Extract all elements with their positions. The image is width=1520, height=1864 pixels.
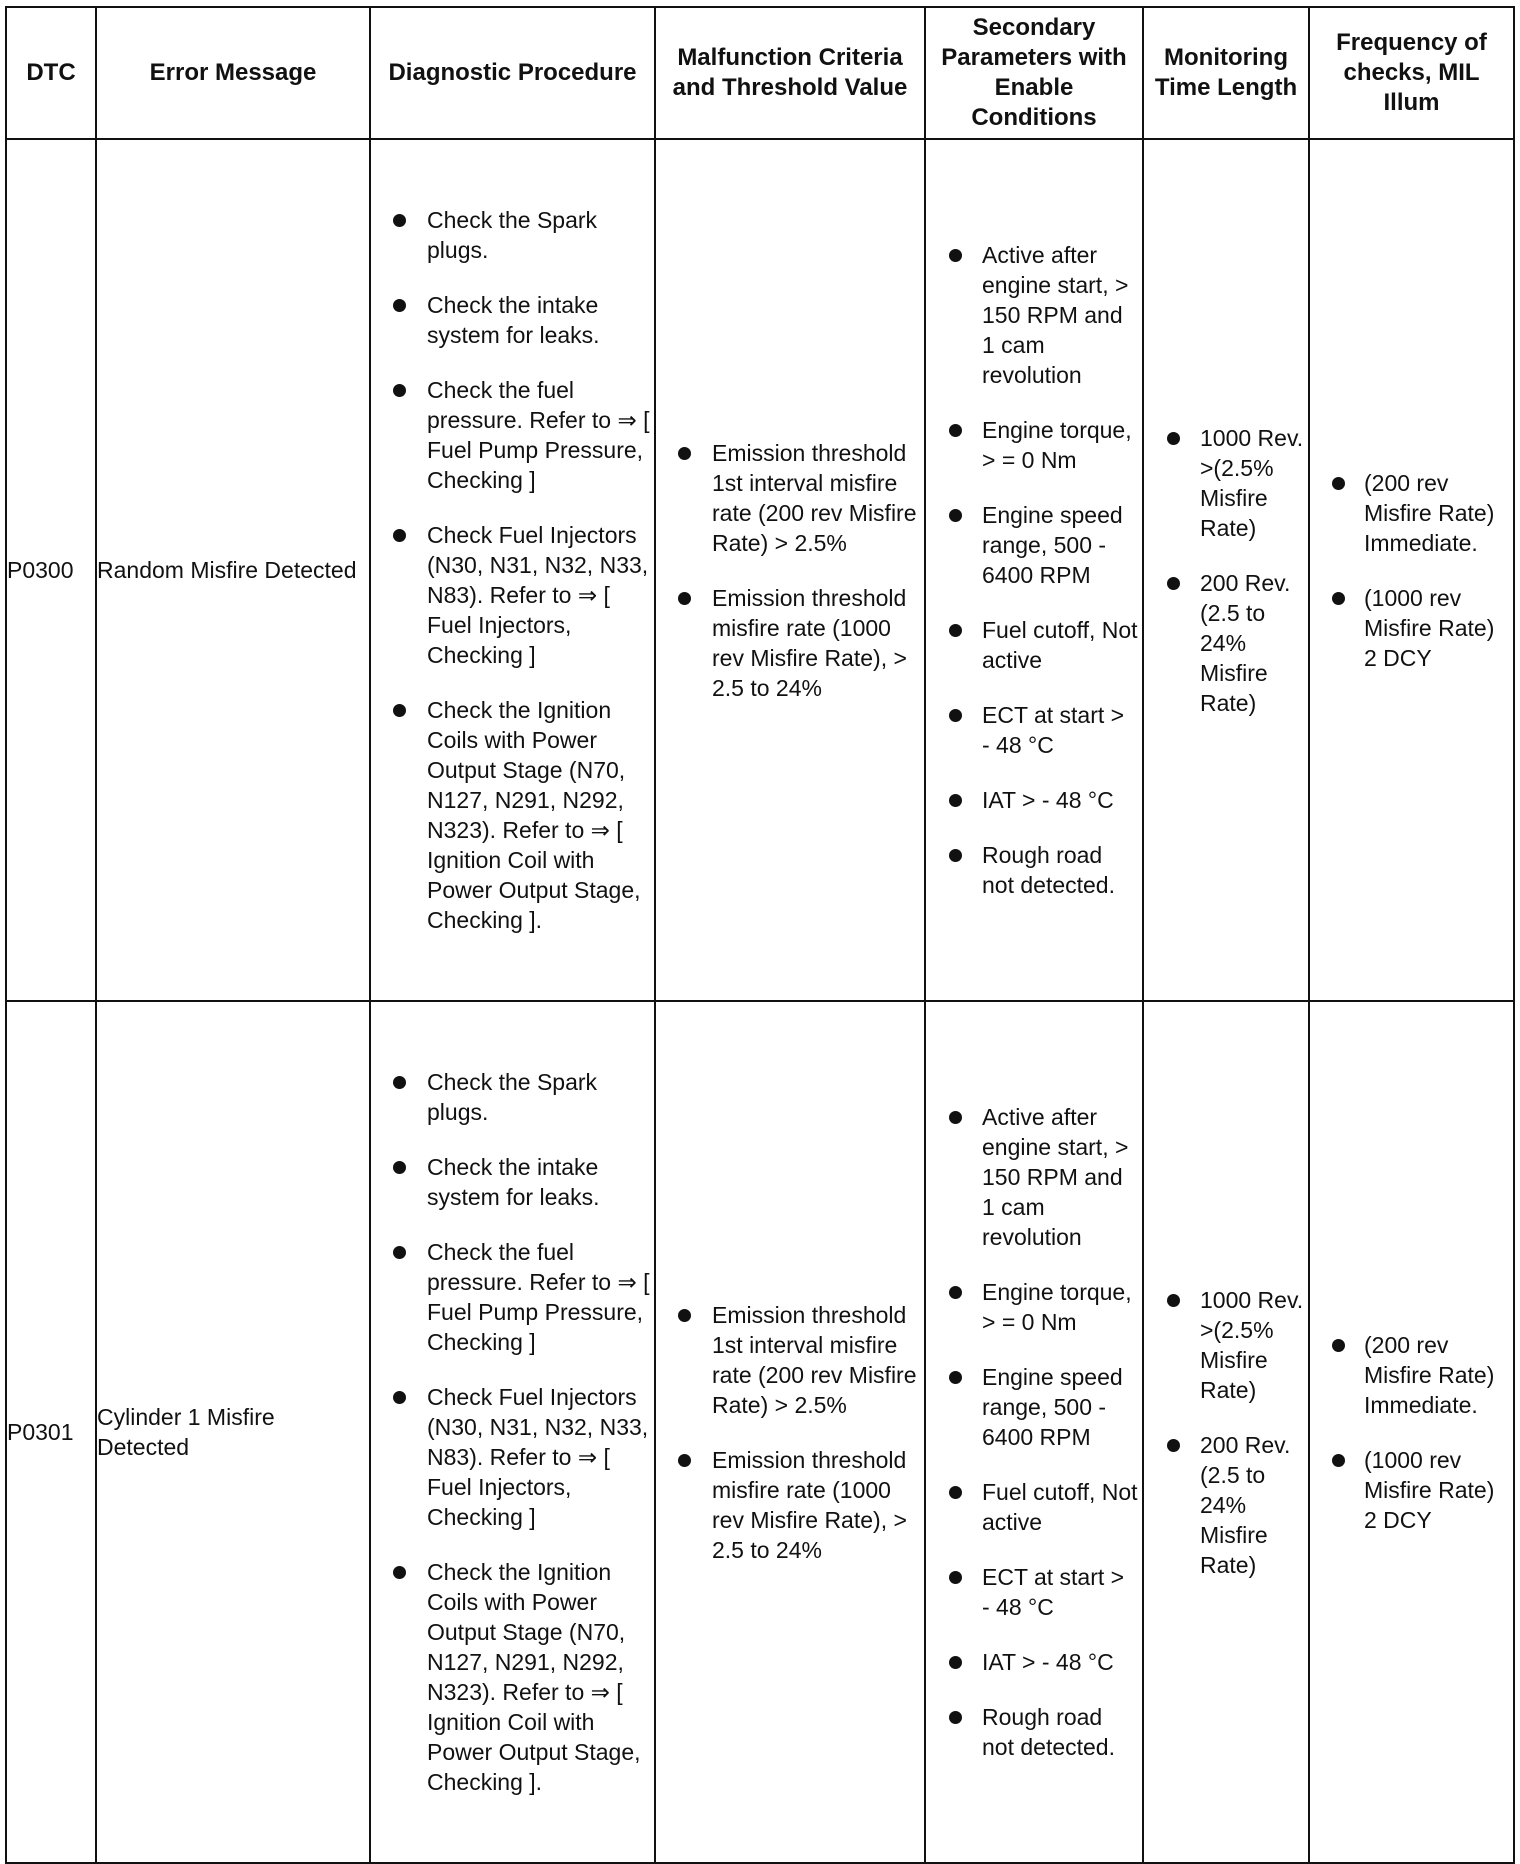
secondary-parameters-cell bbox=[925, 139, 1143, 1001]
malfunction-criteria-cell bbox=[655, 1001, 925, 1863]
procedure-item: Check the Ignition Coils with Power Output Stage (N70, N127, N291, N292, N323). Refer to ⇒ [ Ignition Coil with Power Output Stage, Checking ]. bbox=[427, 695, 650, 935]
procedure-list bbox=[371, 1067, 654, 1797]
header-malfunction-criteria: Malfunction Criteria and Threshold Value bbox=[655, 7, 925, 139]
monitoring-time-cell bbox=[1143, 139, 1309, 1001]
monitoring-item: 1000 Rev. >(2.5% Misfire Rate) bbox=[1200, 424, 1304, 541]
header-dtc: DTC bbox=[6, 7, 96, 139]
dtc-code: P0300 bbox=[6, 139, 96, 1001]
frequency-item: (1000 rev Misfire Rate) 2 DCY bbox=[1364, 1445, 1511, 1535]
monitoring-item: 200 Rev. (2.5 to 24% Misfire Rate) bbox=[1200, 568, 1304, 718]
procedure-item: Check the fuel pressure. Refer to ⇒ [ Fuel Pump Pressure, Checking ] bbox=[427, 377, 650, 493]
secondary-item: Rough road not detected. bbox=[982, 840, 1138, 900]
secondary-item: Fuel cutoff, Not active bbox=[982, 1479, 1138, 1535]
secondary-item: IAT > - 48 °C bbox=[982, 785, 1138, 815]
frequency-list bbox=[1310, 468, 1513, 673]
secondary-item: Rough road not detected. bbox=[982, 1702, 1138, 1762]
header-diagnostic-procedure: Diagnostic Procedure bbox=[370, 7, 655, 139]
table-header-row bbox=[6, 7, 1514, 139]
secondary-item: Engine torque, > = 0 Nm bbox=[982, 415, 1138, 475]
frequency-cell bbox=[1309, 139, 1514, 1001]
monitoring-item: 200 Rev. (2.5 to 24% Misfire Rate) bbox=[1200, 1430, 1304, 1580]
procedure-item: Check the intake system for leaks. bbox=[427, 1152, 650, 1212]
dtc-table bbox=[5, 6, 1515, 1864]
monitoring-item: 1000 Rev. >(2.5% Misfire Rate) bbox=[1200, 1286, 1304, 1403]
criteria-item: Emission threshold 1st interval misfire rate (200 rev Misfire Rate) > 2.5% bbox=[712, 1300, 920, 1420]
secondary-parameters-cell bbox=[925, 1001, 1143, 1863]
monitoring-list bbox=[1144, 1285, 1308, 1580]
procedure-item: Check Fuel Injectors (N30, N31, N32, N33, N83). Refer to ⇒ [ Fuel Injectors, Checking ] bbox=[427, 1384, 649, 1530]
secondary-list bbox=[926, 1102, 1142, 1762]
criteria-list bbox=[656, 1300, 924, 1565]
procedure-item: Check the Spark plugs. bbox=[427, 205, 650, 265]
secondary-item: IAT > - 48 °C bbox=[982, 1647, 1138, 1677]
error-message: Random Misfire Detected bbox=[96, 139, 370, 1001]
secondary-item: Active after engine start, > 150 RPM and 1 cam revolution bbox=[982, 1102, 1138, 1252]
secondary-item: ECT at start > - 48 °C bbox=[982, 700, 1138, 760]
criteria-item: Emission threshold misfire rate (1000 rev Misfire Rate), > 2.5 to 24% bbox=[712, 1445, 920, 1565]
procedure-list bbox=[371, 205, 654, 935]
criteria-item: Emission threshold 1st interval misfire rate (200 rev Misfire Rate) > 2.5% bbox=[712, 438, 920, 558]
secondary-item: ECT at start > - 48 °C bbox=[982, 1562, 1138, 1622]
procedure-item: Check Fuel Injectors (N30, N31, N32, N33, N83). Refer to ⇒ [ Fuel Injectors, Checking ] bbox=[427, 522, 649, 668]
malfunction-criteria-cell bbox=[655, 139, 925, 1001]
secondary-item: Engine torque, > = 0 Nm bbox=[982, 1277, 1138, 1337]
procedure-item: Check the intake system for leaks. bbox=[427, 290, 650, 350]
frequency-item: (1000 rev Misfire Rate) 2 DCY bbox=[1364, 583, 1511, 673]
criteria-list bbox=[656, 438, 924, 703]
secondary-item: Engine speed range, 500 - 6400 RPM bbox=[982, 1362, 1138, 1452]
diagnostic-procedure-cell bbox=[370, 139, 655, 1001]
header-error-message: Error Message bbox=[96, 7, 370, 139]
diagnostic-procedure-cell bbox=[370, 1001, 655, 1863]
secondary-list bbox=[926, 240, 1142, 900]
table-row bbox=[6, 139, 1514, 1001]
frequency-item: (200 rev Misfire Rate) Immediate. bbox=[1364, 468, 1511, 558]
secondary-item: Fuel cutoff, Not active bbox=[982, 617, 1138, 673]
monitoring-time-cell bbox=[1143, 1001, 1309, 1863]
frequency-cell bbox=[1309, 1001, 1514, 1863]
table-row bbox=[6, 1001, 1514, 1863]
procedure-item: Check the Ignition Coils with Power Output Stage (N70, N127, N291, N292, N323). Refer to ⇒ [ Ignition Coil with Power Output Stage, Checking ]. bbox=[427, 1557, 650, 1797]
secondary-item: Engine speed range, 500 - 6400 RPM bbox=[982, 500, 1138, 590]
header-frequency: Frequency of checks, MIL Illum bbox=[1309, 7, 1514, 139]
criteria-item: Emission threshold misfire rate (1000 rev Misfire Rate), > 2.5 to 24% bbox=[712, 583, 920, 703]
dtc-code: P0301 bbox=[6, 1001, 96, 1863]
error-message: Cylinder 1 Misfire Detected bbox=[96, 1001, 370, 1863]
frequency-list bbox=[1310, 1330, 1513, 1535]
header-monitoring-time: Monitoring Time Length bbox=[1143, 7, 1309, 139]
procedure-item: Check the fuel pressure. Refer to ⇒ [ Fuel Pump Pressure, Checking ] bbox=[427, 1239, 650, 1355]
monitoring-list bbox=[1144, 423, 1308, 718]
header-secondary-parameters: Secondary Parameters with Enable Conditions bbox=[925, 7, 1143, 139]
frequency-item: (200 rev Misfire Rate) Immediate. bbox=[1364, 1330, 1511, 1420]
secondary-item: Active after engine start, > 150 RPM and 1 cam revolution bbox=[982, 240, 1138, 390]
procedure-item: Check the Spark plugs. bbox=[427, 1067, 650, 1127]
